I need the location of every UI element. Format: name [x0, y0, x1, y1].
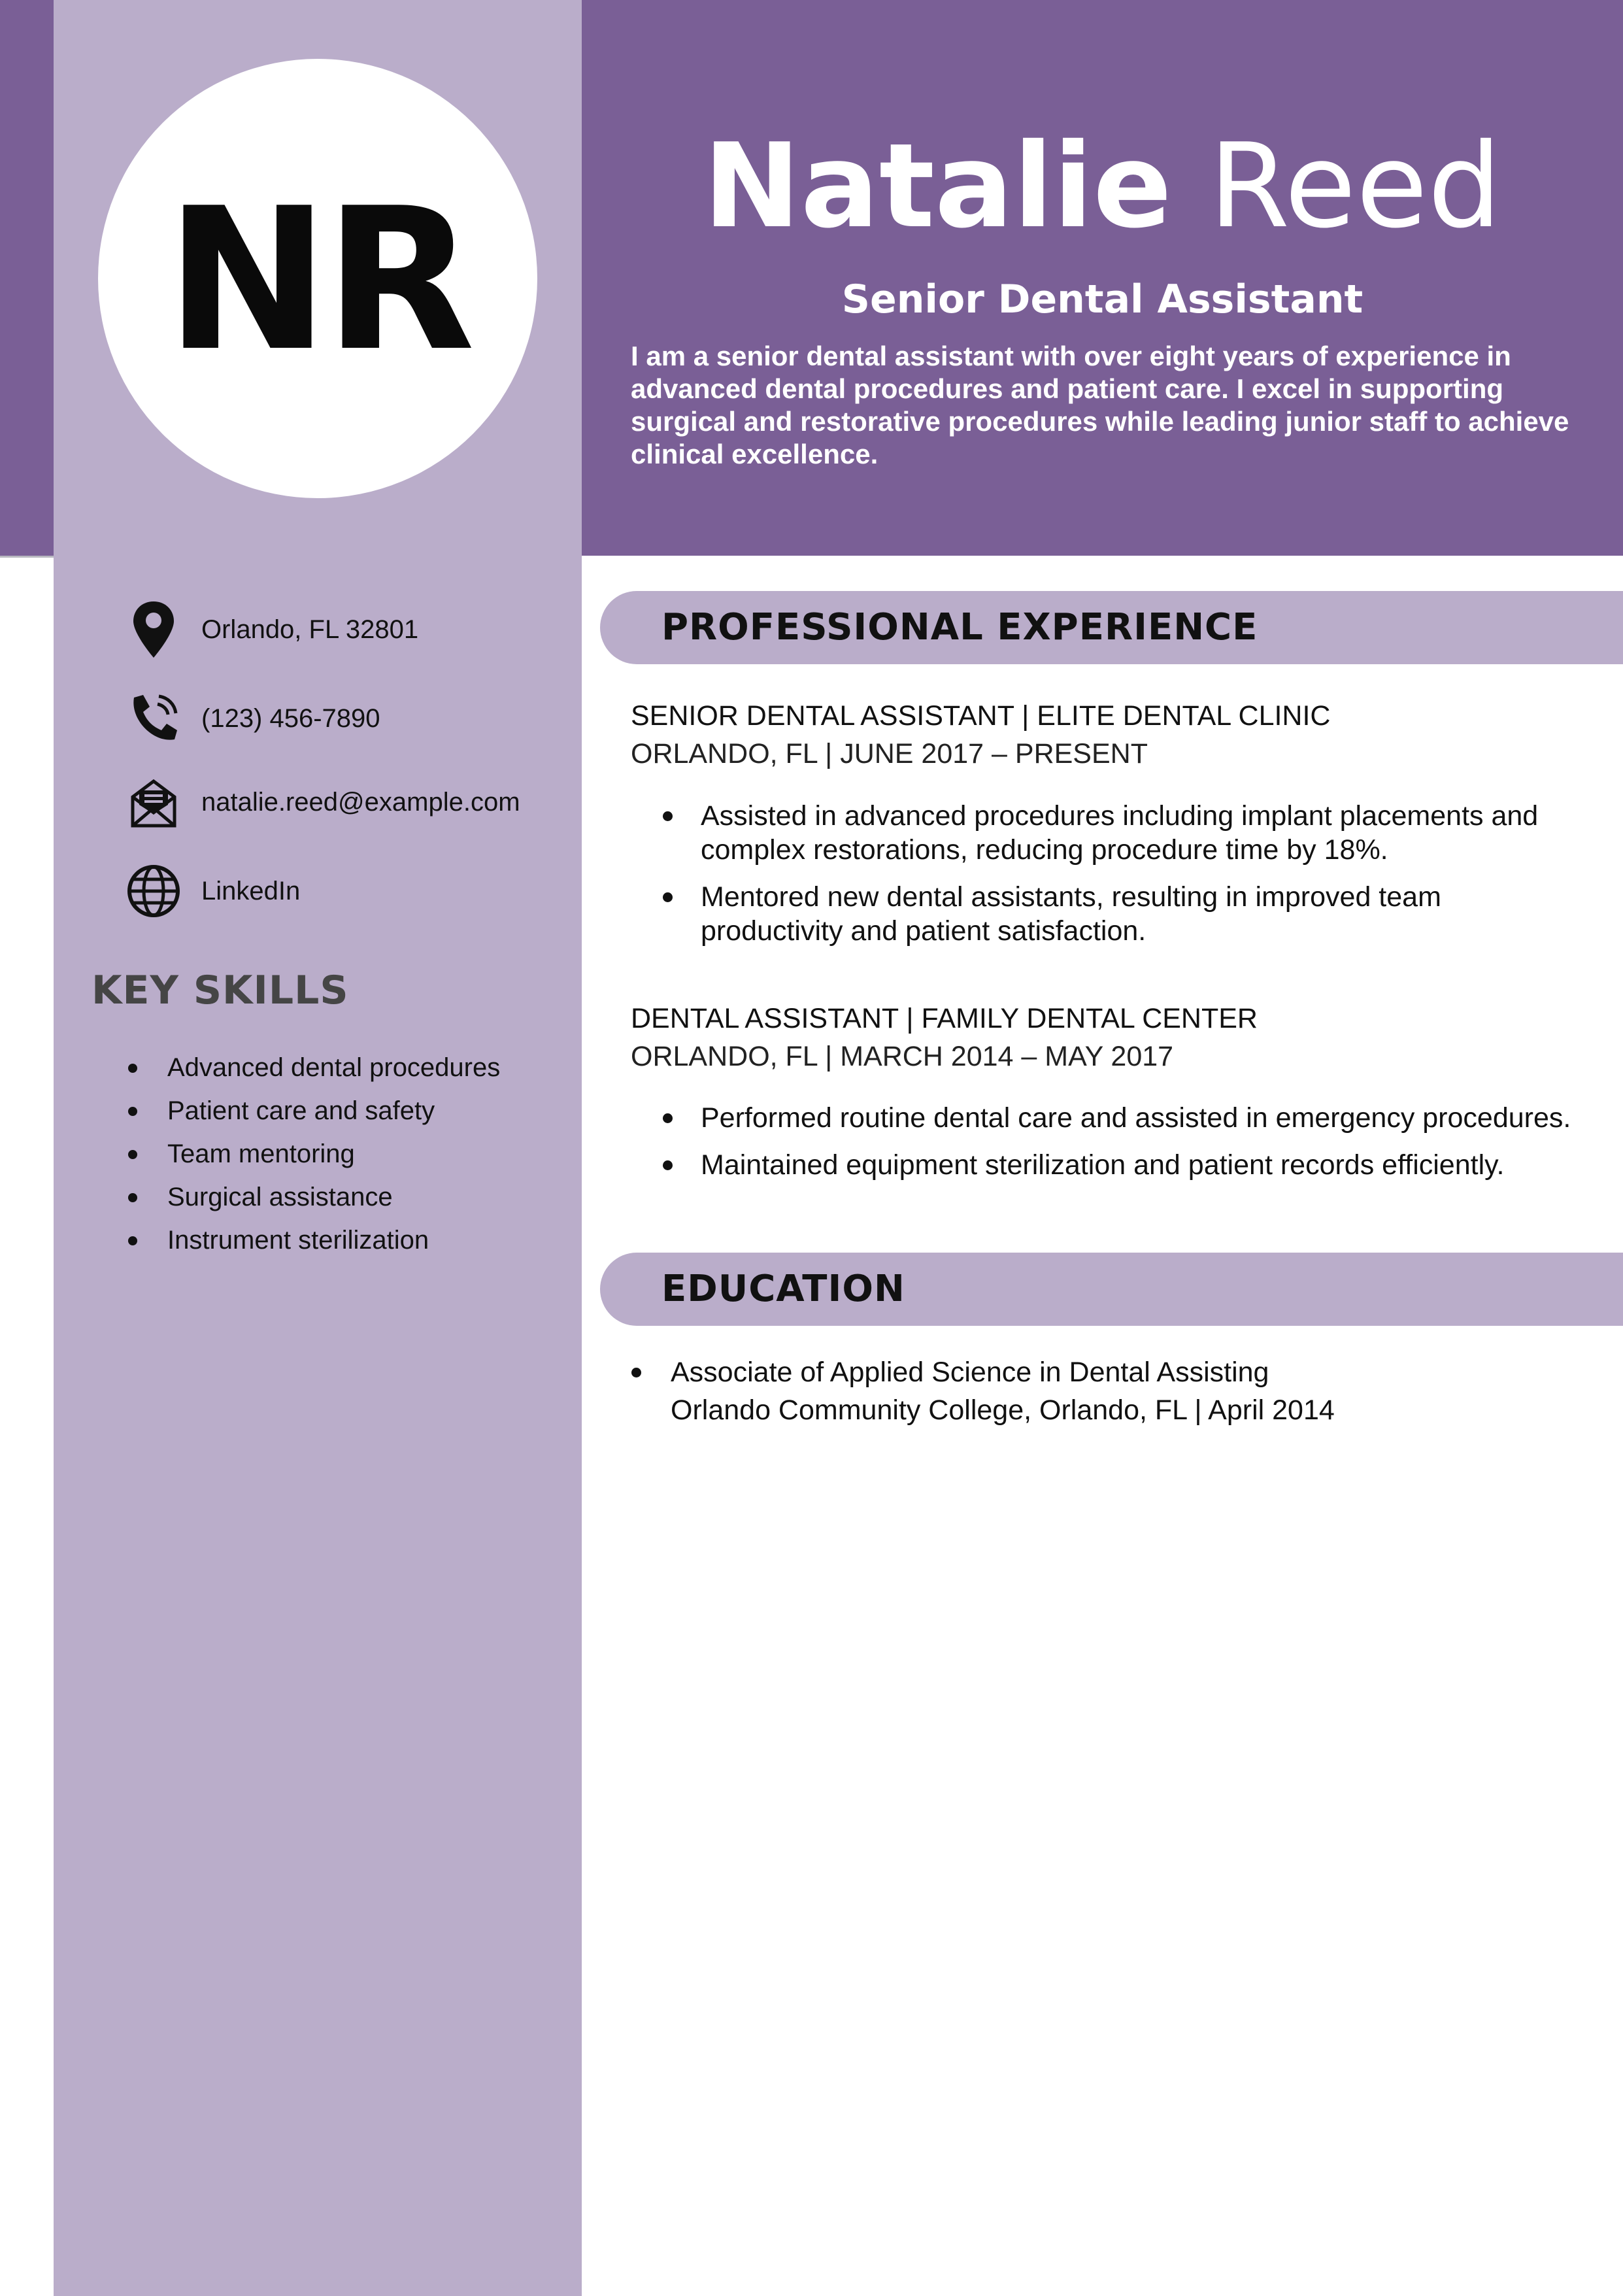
job-header: [631, 1000, 1258, 1075]
skill-item: Instrument sterilization: [128, 1219, 500, 1262]
contact-linkedin: [124, 862, 300, 920]
job-bullet: Mentored new dental assistants, resulting in improved team productivity and patient satisfaction.: [663, 880, 1591, 948]
skill-item: Surgical assistance: [128, 1175, 500, 1219]
contact-email: [124, 773, 520, 832]
job-header: [631, 697, 1331, 773]
job-bullet: Performed routine dental care and assisted in emergency procedures.: [663, 1101, 1591, 1135]
summary: I am a senior dental assistant with over eight years of experience in advanced dental procedures and patient care. I excel in supporting surgical and restorative procedures while leading junior staff to achieve clinical excellence.: [631, 341, 1569, 469]
skill-item: Advanced dental procedures: [128, 1046, 500, 1089]
avatar: [98, 59, 537, 498]
job-role: DENTAL ASSISTANT | FAMILY DENTAL CENTER: [631, 1003, 1258, 1034]
header-divider: [0, 556, 54, 558]
job-bullets: [663, 799, 1591, 961]
education-school: Orlando Community College, Orlando, FL | April 2014: [671, 1394, 1335, 1426]
linkedin-link[interactable]: LinkedIn: [201, 876, 301, 905]
phone-icon: [124, 689, 183, 748]
email-icon: [124, 773, 183, 832]
job-bullet: Assisted in advanced procedures including implant placements and complex restorations, reducing procedure time by 18%.: [663, 799, 1591, 867]
job-bullet: Maintained equipment sterilization and patient records efficiently.: [663, 1148, 1591, 1182]
skill-item: Team mentoring: [128, 1132, 500, 1175]
last-name: Reed: [1209, 118, 1502, 254]
contact-location: [124, 600, 418, 659]
job-title: Senior Dental Assistant: [841, 277, 1364, 322]
avatar-initials: NR: [165, 166, 471, 394]
contact-phone: [124, 689, 380, 748]
email-text[interactable]: natalie.reed@example.com: [201, 787, 520, 817]
candidate-name: [582, 111, 1623, 262]
first-name: Natalie: [703, 118, 1172, 254]
phone-text[interactable]: (123) 456-7890: [201, 703, 380, 733]
location-pin-icon: [124, 600, 183, 659]
education-degree: Associate of Applied Science in Dental Assisting: [671, 1357, 1269, 1388]
experience-section-bar: [600, 591, 1623, 664]
education-item: [631, 1353, 1335, 1429]
education-list: [631, 1353, 1335, 1429]
job-meta: ORLANDO, FL | JUNE 2017 – PRESENT: [631, 738, 1148, 769]
skills-heading: KEY SKILLS: [92, 968, 349, 1013]
experience-heading: PROFESSIONAL EXPERIENCE: [661, 606, 1258, 649]
skill-item: Patient care and safety: [128, 1089, 500, 1132]
education-heading: EDUCATION: [661, 1268, 905, 1310]
globe-icon: [124, 862, 183, 920]
job-bullets: [663, 1101, 1591, 1195]
job-meta: ORLANDO, FL | MARCH 2014 – MAY 2017: [631, 1041, 1174, 1072]
location-text: Orlando, FL 32801: [201, 615, 419, 644]
job-role: SENIOR DENTAL ASSISTANT | ELITE DENTAL CLINIC: [631, 700, 1331, 732]
skills-list: [128, 1046, 500, 1262]
education-section-bar: [600, 1253, 1623, 1326]
